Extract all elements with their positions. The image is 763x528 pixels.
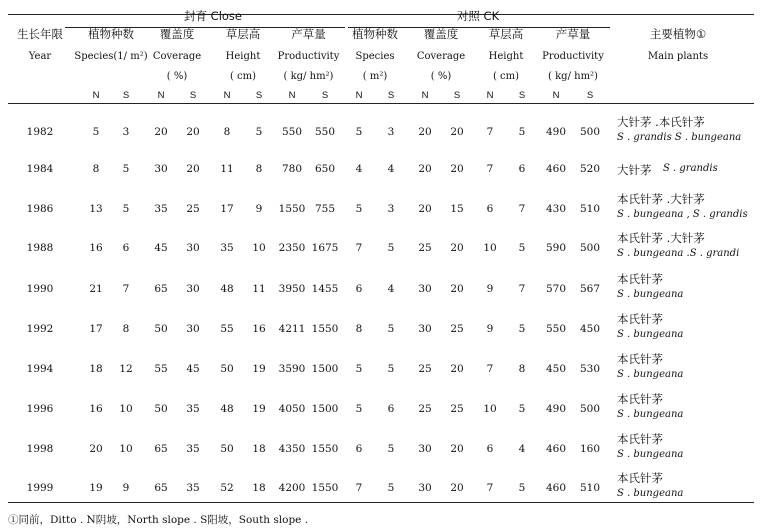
value-cell: 55 bbox=[220, 323, 234, 335]
value-cell: 6 bbox=[122, 242, 130, 254]
value-cell: 55 bbox=[154, 363, 168, 375]
table-bottom-rule bbox=[8, 502, 754, 503]
s-subheader: S bbox=[255, 90, 263, 101]
value-cell: 520 bbox=[579, 163, 601, 175]
value-cell: 500 bbox=[579, 403, 601, 415]
value-cell: 3950 bbox=[278, 283, 306, 295]
value-cell: 1550 bbox=[278, 203, 306, 215]
plant-name-zh: 本氏针茅 bbox=[617, 312, 663, 326]
value-cell: 12 bbox=[119, 363, 133, 375]
value-cell: 20 bbox=[450, 443, 464, 455]
value-cell: 550 bbox=[281, 126, 303, 138]
s-subheader: S bbox=[189, 90, 197, 101]
year-cell: 1988 bbox=[26, 242, 54, 254]
value-cell: 18 bbox=[89, 363, 103, 375]
value-cell: 20 bbox=[418, 203, 432, 215]
value-cell: 25 bbox=[418, 363, 432, 375]
value-cell: 35 bbox=[220, 242, 234, 254]
s-subheader: S bbox=[387, 90, 395, 101]
value-cell: 20 bbox=[418, 163, 432, 175]
value-cell: 4350 bbox=[278, 443, 306, 455]
header-bottom-rule bbox=[8, 103, 754, 104]
value-cell: 5 bbox=[355, 203, 363, 215]
value-cell: 1550 bbox=[311, 443, 339, 455]
ck-group-header: 对照 CK bbox=[456, 9, 500, 23]
value-cell: 9 bbox=[486, 283, 494, 295]
value-cell: 20 bbox=[418, 126, 432, 138]
value-cell: 5 bbox=[122, 203, 130, 215]
value-cell: 1550 bbox=[311, 482, 339, 494]
value-cell: 18 bbox=[252, 482, 266, 494]
plant-name-latin: S . bungeana bbox=[617, 329, 684, 340]
year-cell: 1999 bbox=[26, 482, 54, 494]
value-cell: 5 bbox=[387, 482, 395, 494]
value-cell: 4050 bbox=[278, 403, 306, 415]
value-cell: 5 bbox=[518, 403, 526, 415]
value-cell: 20 bbox=[450, 242, 464, 254]
close-cols-2-unit: ( cm) bbox=[229, 71, 257, 82]
value-cell: 48 bbox=[220, 283, 234, 295]
value-cell: 16 bbox=[252, 323, 266, 335]
n-subheader: N bbox=[421, 90, 429, 101]
close-cols-1-en: Coverage bbox=[152, 51, 202, 62]
ck-cols-1-zh: 覆盖度 bbox=[423, 27, 459, 41]
value-cell: 20 bbox=[186, 126, 200, 138]
value-cell: 590 bbox=[545, 242, 567, 254]
ck-cols-0-zh: 植物种数 bbox=[352, 27, 398, 41]
value-cell: 18 bbox=[252, 443, 266, 455]
value-cell: 50 bbox=[220, 443, 234, 455]
value-cell: 9 bbox=[122, 482, 130, 494]
value-cell: 460 bbox=[545, 482, 567, 494]
value-cell: 8 bbox=[355, 323, 363, 335]
plant-name-latin: S . bungeana bbox=[617, 449, 684, 460]
n-subheader: N bbox=[288, 90, 296, 101]
value-cell: 450 bbox=[579, 323, 601, 335]
value-cell: 20 bbox=[450, 126, 464, 138]
year-header-zh: 生长年限 bbox=[17, 27, 63, 41]
value-cell: 7 bbox=[355, 242, 363, 254]
ck-cols-1-unit: ( %) bbox=[430, 71, 452, 82]
plant-name-latin: S . bungeana , S . grandis bbox=[617, 209, 748, 220]
value-cell: 30 bbox=[418, 283, 432, 295]
value-cell: 7 bbox=[355, 482, 363, 494]
plant-name-latin: S . bungeana bbox=[617, 409, 684, 420]
value-cell: 45 bbox=[154, 242, 168, 254]
value-cell: 1550 bbox=[311, 323, 339, 335]
value-cell: 550 bbox=[314, 126, 336, 138]
value-cell: 16 bbox=[89, 242, 103, 254]
value-cell: 30 bbox=[186, 242, 200, 254]
value-cell: 30 bbox=[186, 283, 200, 295]
plant-name-zh: 本氏针茅 bbox=[617, 352, 663, 366]
ck-cols-3-zh: 产草量 bbox=[555, 27, 591, 41]
value-cell: 20 bbox=[450, 283, 464, 295]
value-cell: 2350 bbox=[278, 242, 306, 254]
value-cell: 10 bbox=[252, 242, 266, 254]
value-cell: 550 bbox=[545, 323, 567, 335]
value-cell: 4200 bbox=[278, 482, 306, 494]
close-cols-0-zh: 植物种数 bbox=[88, 27, 134, 41]
ck-cols-3-en: Productivity bbox=[542, 51, 604, 62]
plant-name-zh: 本氏针茅 bbox=[617, 471, 663, 485]
year-cell: 1992 bbox=[26, 323, 54, 335]
n-subheader: N bbox=[486, 90, 494, 101]
value-cell: 6 bbox=[355, 443, 363, 455]
value-cell: 65 bbox=[154, 443, 168, 455]
value-cell: 50 bbox=[220, 363, 234, 375]
value-cell: 4 bbox=[355, 163, 363, 175]
main-plants-header-zh: 主要植物① bbox=[649, 27, 707, 41]
value-cell: 1500 bbox=[311, 363, 339, 375]
n-subheader: N bbox=[552, 90, 560, 101]
n-subheader: N bbox=[157, 90, 165, 101]
ck-cols-2-en: Height bbox=[488, 51, 524, 62]
value-cell: 8 bbox=[122, 323, 130, 335]
value-cell: 6 bbox=[387, 403, 395, 415]
ck-cols-0-unit: ( m²) bbox=[362, 71, 388, 82]
value-cell: 11 bbox=[252, 283, 266, 295]
value-cell: 7 bbox=[486, 363, 494, 375]
plant-name-zh: 本氏针茅 .大针茅 bbox=[617, 231, 705, 245]
ck-cols-2-unit: ( cm) bbox=[492, 71, 520, 82]
value-cell: 17 bbox=[220, 203, 234, 215]
plant-name-zh: 本氏针茅 bbox=[617, 272, 663, 286]
year-cell: 1994 bbox=[26, 363, 54, 375]
close-cols-3-zh: 产草量 bbox=[291, 27, 326, 41]
value-cell: 30 bbox=[418, 443, 432, 455]
value-cell: 1675 bbox=[311, 242, 339, 254]
value-cell: 7 bbox=[518, 203, 526, 215]
close-cols-1-unit: ( %) bbox=[166, 71, 188, 82]
s-subheader: S bbox=[518, 90, 526, 101]
value-cell: 5 bbox=[518, 323, 526, 335]
top-rule bbox=[8, 14, 754, 15]
value-cell: 490 bbox=[545, 126, 567, 138]
value-cell: 567 bbox=[579, 283, 601, 295]
value-cell: 35 bbox=[186, 443, 200, 455]
value-cell: 7 bbox=[486, 126, 494, 138]
n-subheader: N bbox=[223, 90, 231, 101]
value-cell: 510 bbox=[579, 203, 601, 215]
footnote: ①同前，Ditto . N阴坡，North slope . S阳坡，South slope . bbox=[8, 514, 309, 526]
value-cell: 21 bbox=[89, 283, 103, 295]
s-subheader: S bbox=[586, 90, 594, 101]
value-cell: 530 bbox=[579, 363, 601, 375]
close-cols-3-en: Productivity bbox=[277, 51, 340, 62]
value-cell: 500 bbox=[579, 242, 601, 254]
value-cell: 13 bbox=[89, 203, 103, 215]
s-subheader: S bbox=[453, 90, 461, 101]
value-cell: 30 bbox=[418, 482, 432, 494]
value-cell: 450 bbox=[545, 363, 567, 375]
value-cell: 20 bbox=[450, 363, 464, 375]
year-cell: 1984 bbox=[26, 163, 54, 175]
value-cell: 16 bbox=[89, 403, 103, 415]
value-cell: 10 bbox=[483, 242, 497, 254]
value-cell: 6 bbox=[355, 283, 363, 295]
value-cell: 5 bbox=[387, 363, 395, 375]
value-cell: 10 bbox=[119, 443, 133, 455]
value-cell: 4 bbox=[387, 283, 395, 295]
year-cell: 1986 bbox=[26, 203, 54, 215]
value-cell: 65 bbox=[154, 482, 168, 494]
value-cell: 3 bbox=[122, 126, 130, 138]
value-cell: 460 bbox=[545, 443, 567, 455]
value-cell: 19 bbox=[252, 363, 266, 375]
plant-name-latin: S . bungeana bbox=[617, 289, 684, 300]
value-cell: 5 bbox=[387, 443, 395, 455]
value-cell: 3 bbox=[387, 203, 395, 215]
value-cell: 19 bbox=[89, 482, 103, 494]
ck-cols-3-unit: ( kg/ hm²) bbox=[548, 71, 598, 82]
value-cell: 25 bbox=[418, 242, 432, 254]
value-cell: 10 bbox=[483, 403, 497, 415]
ck-cols-1-en: Coverage bbox=[416, 51, 466, 62]
value-cell: 4 bbox=[518, 443, 526, 455]
value-cell: 8 bbox=[223, 126, 231, 138]
ck-cols-2-zh: 草层高 bbox=[488, 27, 524, 41]
value-cell: 5 bbox=[355, 126, 363, 138]
value-cell: 490 bbox=[545, 403, 567, 415]
close-cols-2-zh: 草层高 bbox=[225, 27, 261, 41]
n-subheader: N bbox=[92, 90, 100, 101]
value-cell: 160 bbox=[579, 443, 601, 455]
value-cell: 6 bbox=[486, 203, 494, 215]
value-cell: 780 bbox=[281, 163, 303, 175]
year-cell: 1998 bbox=[26, 443, 54, 455]
value-cell: 4 bbox=[387, 163, 395, 175]
value-cell: 8 bbox=[518, 363, 526, 375]
value-cell: 6 bbox=[486, 443, 494, 455]
value-cell: 430 bbox=[545, 203, 567, 215]
value-cell: 1500 bbox=[311, 403, 339, 415]
value-cell: 35 bbox=[186, 403, 200, 415]
value-cell: 5 bbox=[518, 126, 526, 138]
plant-name-zh: 大针茅 .本氏针茅 bbox=[617, 115, 705, 129]
value-cell: 9 bbox=[486, 323, 494, 335]
value-cell: 8 bbox=[255, 163, 263, 175]
value-cell: 5 bbox=[518, 242, 526, 254]
s-subheader: S bbox=[321, 90, 329, 101]
value-cell: 25 bbox=[418, 403, 432, 415]
value-cell: 510 bbox=[579, 482, 601, 494]
value-cell: 45 bbox=[186, 363, 200, 375]
value-cell: 20 bbox=[450, 482, 464, 494]
value-cell: 65 bbox=[154, 283, 168, 295]
value-cell: 5 bbox=[255, 126, 263, 138]
plant-name-latin: S . grandis bbox=[663, 163, 718, 174]
value-cell: 17 bbox=[89, 323, 103, 335]
value-cell: 7 bbox=[486, 163, 494, 175]
ck-cols-0-en: Species bbox=[355, 51, 395, 62]
value-cell: 20 bbox=[89, 443, 103, 455]
n-subheader: N bbox=[355, 90, 363, 101]
value-cell: 7 bbox=[486, 482, 494, 494]
plant-name-zh: 本氏针茅 bbox=[617, 432, 663, 446]
value-cell: 5 bbox=[518, 482, 526, 494]
value-cell: 35 bbox=[186, 482, 200, 494]
value-cell: 25 bbox=[450, 403, 464, 415]
value-cell: 11 bbox=[220, 163, 234, 175]
plant-name-latin: S . bungeana .S . grandi bbox=[617, 248, 740, 259]
plant-name-latin: S . grandis S . bungeana bbox=[617, 132, 742, 143]
close-group-header: 封育 Close bbox=[184, 9, 242, 23]
plant-name-latin: S . bungeana bbox=[617, 488, 684, 499]
value-cell: 25 bbox=[450, 323, 464, 335]
value-cell: 20 bbox=[186, 163, 200, 175]
s-subheader: S bbox=[122, 90, 130, 101]
year-header-en: Year bbox=[28, 51, 52, 62]
value-cell: 30 bbox=[186, 323, 200, 335]
value-cell: 5 bbox=[122, 163, 130, 175]
value-cell: 9 bbox=[255, 203, 263, 215]
year-cell: 1990 bbox=[26, 283, 54, 295]
value-cell: 8 bbox=[92, 163, 100, 175]
value-cell: 52 bbox=[220, 482, 234, 494]
close-cols-0-en: Species(1/ m²) bbox=[74, 51, 148, 62]
value-cell: 48 bbox=[220, 403, 234, 415]
value-cell: 3590 bbox=[278, 363, 306, 375]
value-cell: 20 bbox=[450, 163, 464, 175]
close-cols-3-unit: ( kg/ hm²) bbox=[283, 71, 334, 82]
year-cell: 1982 bbox=[26, 126, 54, 138]
value-cell: 650 bbox=[314, 163, 336, 175]
value-cell: 19 bbox=[252, 403, 266, 415]
value-cell: 755 bbox=[314, 203, 336, 215]
value-cell: 20 bbox=[154, 126, 168, 138]
plant-name-zh: 本氏针茅 .大针茅 bbox=[617, 192, 705, 206]
value-cell: 25 bbox=[186, 203, 200, 215]
value-cell: 10 bbox=[119, 403, 133, 415]
value-cell: 460 bbox=[545, 163, 567, 175]
value-cell: 1455 bbox=[311, 283, 339, 295]
main-plants-header-en: Main plants bbox=[647, 51, 709, 62]
close-cols-1-zh: 覆盖度 bbox=[159, 27, 195, 41]
value-cell: 5 bbox=[355, 363, 363, 375]
value-cell: 15 bbox=[450, 203, 464, 215]
value-cell: 5 bbox=[387, 242, 395, 254]
value-cell: 50 bbox=[154, 403, 168, 415]
value-cell: 5 bbox=[92, 126, 100, 138]
value-cell: 30 bbox=[418, 323, 432, 335]
value-cell: 3 bbox=[387, 126, 395, 138]
value-cell: 30 bbox=[154, 163, 168, 175]
year-cell: 1996 bbox=[26, 403, 54, 415]
plant-name-latin: S . bungeana bbox=[617, 369, 684, 380]
value-cell: 35 bbox=[154, 203, 168, 215]
value-cell: 7 bbox=[518, 283, 526, 295]
value-cell: 50 bbox=[154, 323, 168, 335]
plant-name-zh: 本氏针茅 bbox=[617, 392, 663, 406]
value-cell: 500 bbox=[579, 126, 601, 138]
value-cell: 4211 bbox=[278, 323, 306, 335]
value-cell: 5 bbox=[355, 403, 363, 415]
value-cell: 7 bbox=[122, 283, 130, 295]
plant-name-zh: 大针茅 bbox=[617, 163, 652, 177]
close-cols-2-en: Height bbox=[225, 51, 261, 62]
value-cell: 6 bbox=[518, 163, 526, 175]
value-cell: 570 bbox=[545, 283, 567, 295]
value-cell: 5 bbox=[387, 323, 395, 335]
